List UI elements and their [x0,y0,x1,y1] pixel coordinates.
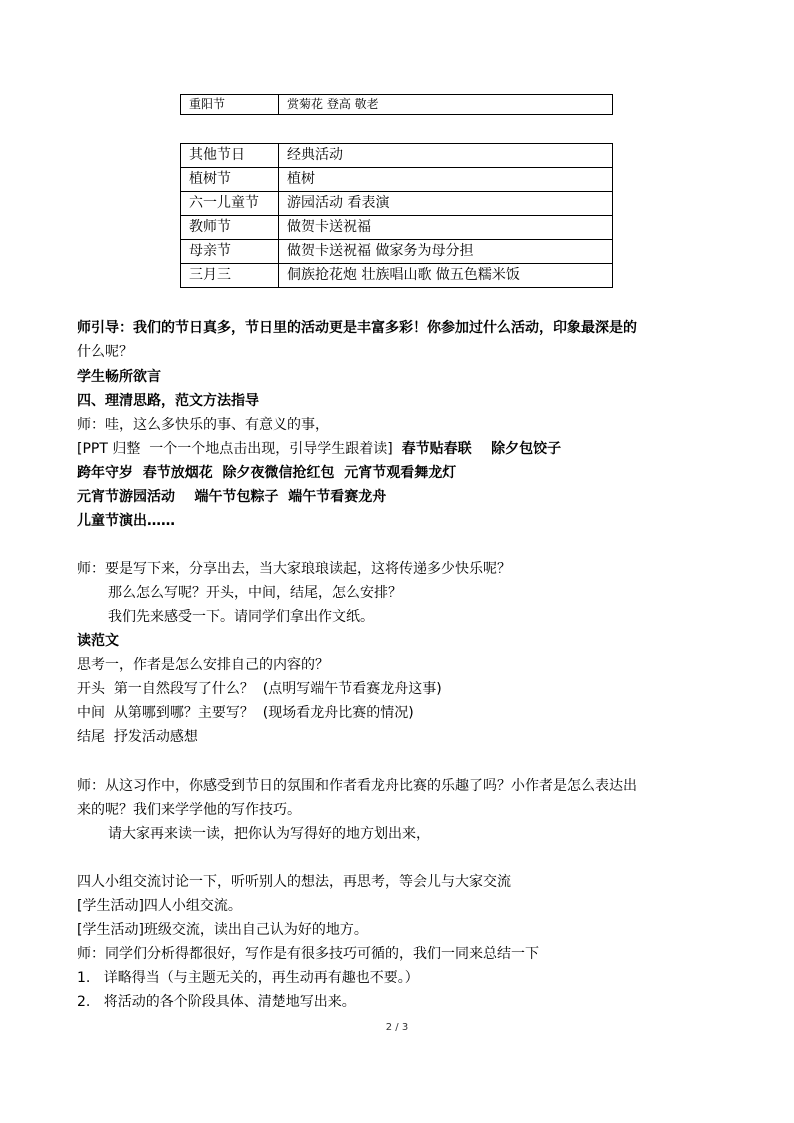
table-row [181,168,613,192]
activity-list: 跨年守岁 春节放烟花 除夕夜微信抢红包 元宵节观看舞龙灯 [77,465,457,481]
paragraph-line: 来的呢？我们来学学他的写作技巧。 [77,802,301,818]
paragraph-line [77,440,561,458]
paragraph-line: 我们先来感受一下。请同学们拿出作文纸。 [108,609,374,625]
table-cell: 游园活动 看表演 [279,192,613,216]
activity-list: 儿童节演出…… [77,513,175,529]
table-cell: 其他节日 [181,144,279,168]
paragraph-line: [学生活动]四人小组交流。 [77,898,242,914]
table-cell: 做贺卡送祝福 做家务为母分担 [279,240,613,264]
paragraph-line: 师：要是写下来，分享出去，当大家琅琅读起，这将传递多少快乐呢？ [77,561,511,577]
paragraph-line: 那么怎么写呢？开头，中间，结尾，怎么安排？ [108,585,402,601]
table-cell: 植树 [279,168,613,192]
festival-table-top [180,94,613,115]
table-cell: 母亲节 [181,240,279,264]
paragraph-line: 师引导：我们的节日真多，节日里的活动更是丰富多彩！你参加过什么活动，印象最深是的 [77,320,637,336]
table-cell: 做贺卡送祝福 [279,216,613,240]
table-cell: 六一儿童节 [181,192,279,216]
page-number: 2 / 3 [385,1022,409,1033]
paragraph-line: 开头 第一自然段写了什么？ (点明写端午节看赛龙舟这事) [77,681,442,697]
table-cell: 重阳节 [181,95,279,115]
activity-list: 春节贴春联 除夕包饺子 [401,441,562,457]
paragraph-line: 四人小组交流讨论一下，听听别人的想法，再思考，等会儿与大家交流 [77,874,511,890]
ppt-note: [PPT 归整 一个一个地点击出现，引导学生跟着读] [77,441,402,457]
paragraph-line: 思考一，作者是怎么安排自己的内容的？ [77,657,329,673]
festival-activity-table [180,143,613,288]
paragraph-line: 结尾 抒发活动感想 [77,729,198,745]
paragraph-line: 请大家再来读一读，把你认为写得好的地方划出来， [108,826,430,842]
table-cell: 侗族抢花炮 壮族唱山歌 做五色糯米饭 [279,264,613,288]
paragraph-line: 中间 从第哪到哪？主要写？ (现场看龙舟比赛的情况) [77,705,414,721]
table-row [181,216,613,240]
table-row [181,192,613,216]
activity-list: 元宵节游园活动 端午节包粽子 端午节看赛龙舟 [77,489,387,505]
paragraph-line: 师：同学们分析得都很好，写作是有很多技巧可循的，我们一同来总结一下 [77,946,539,962]
table-cell: 植树节 [181,168,279,192]
table-cell: 教师节 [181,216,279,240]
paragraph-line: 学生畅所欲言 [77,369,161,385]
paragraph-line: 师：哇，这么多快乐的事、有意义的事， [77,417,329,433]
table-cell: 经典活动 [279,144,613,168]
paragraph-line: [学生活动]班级交流，读出自己认为好的地方。 [77,922,368,938]
table-header-row [181,144,613,168]
table-row [181,264,613,288]
section-heading: 四、理清思路，范文方法指导 [77,393,259,409]
table-row [181,240,613,264]
numbered-item: 2. 将活动的各个阶段具体、清楚地写出来。 [77,994,356,1010]
paragraph-line: 什么呢？ [77,344,133,360]
table-cell: 三月三 [181,264,279,288]
paragraph-line: 师：从这习作中，你感受到节日的氛围和作者看龙舟比赛的乐趣了吗？小作者是怎么表达出 [77,778,637,794]
section-heading: 读范文 [77,633,119,649]
numbered-item: 1. 详略得当（与主题无关的，再生动再有趣也不要。） [77,970,419,986]
table-cell: 赏菊花 登高 敬老 [279,95,613,115]
table-row [181,95,613,115]
